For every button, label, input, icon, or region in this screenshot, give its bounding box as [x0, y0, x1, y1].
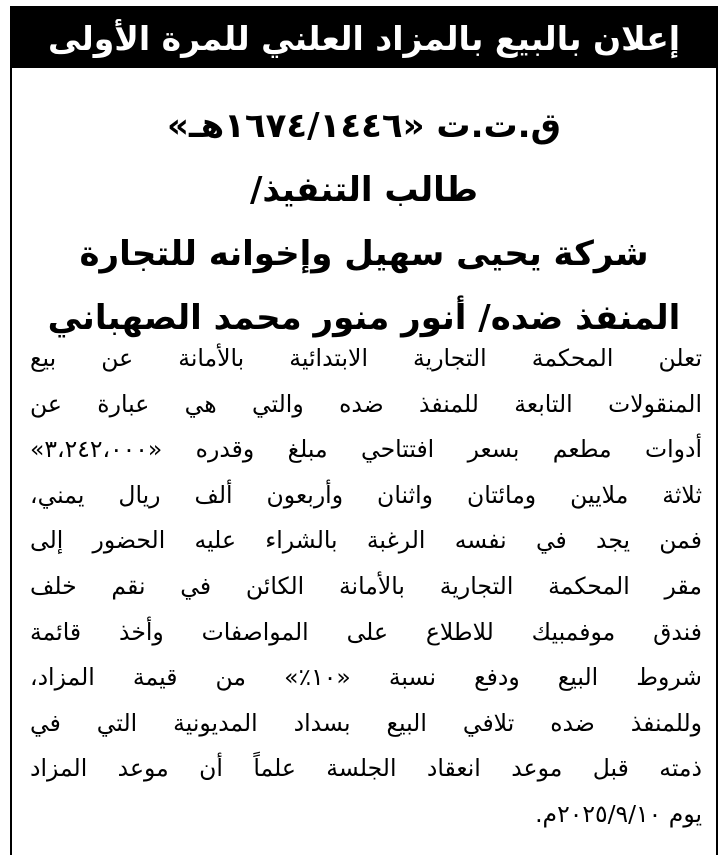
applicant-label: طالب التنفيذ/ — [250, 170, 478, 210]
announcement-body — [30, 336, 702, 838]
body-line: وللمنفذ ضده تلافي البيع بسداد المديونية التي في — [30, 708, 702, 737]
auction-date-line: يوم ٢٠٢٥/٩/١٠م. — [535, 799, 702, 828]
announcement-frame — [10, 6, 718, 855]
announcement-title-bar — [12, 8, 716, 68]
body-line: شروط البيع ودفع نسبة «١٠٪» من قيمة المزاد، — [30, 663, 703, 692]
body-line: أدوات مطعم بسعر افتتاحي مبلغ وقدره «٣،٢٤٢،٠٠٠» — [30, 435, 702, 464]
body-line: فندق موفمبيك للاطلاع على المواصفات وأخذ قائمة — [30, 617, 702, 646]
respondent-line: المنفذ ضده/ أنور منور محمد الصهباني — [47, 298, 681, 338]
body-line: تعلن المحكمة التجارية الابتدائية بالأمانة عن بيع — [30, 344, 702, 372]
case-details — [12, 94, 716, 350]
body-line: مقر المحكمة التجارية بالأمانة الكائن في نقم خلف — [30, 571, 702, 600]
body-line: المنقولات التابعة للمنفذ ضده والتي هي عبارة عن — [30, 389, 702, 418]
body-line: ثلاثة ملايين ومائتان واثنان وأربعون ألف ريال يمني، — [30, 480, 702, 509]
body-line: فمن يجد في نفسه الرغبة بالشراء عليه الحضور إلى — [30, 526, 702, 555]
case-number: ق.ت.ت «١٦٧٤/١٤٤٦هـ» — [167, 106, 561, 146]
announcement-title: إعلان بالبيع بالمزاد العلني للمرة الأولى — [47, 18, 681, 58]
applicant-name: شركة يحيى سهيل وإخوانه للتجارة — [79, 234, 649, 274]
body-line: ذمته قبل موعد انعقاد الجلسة علماً أن موعد المزاد — [30, 754, 702, 783]
